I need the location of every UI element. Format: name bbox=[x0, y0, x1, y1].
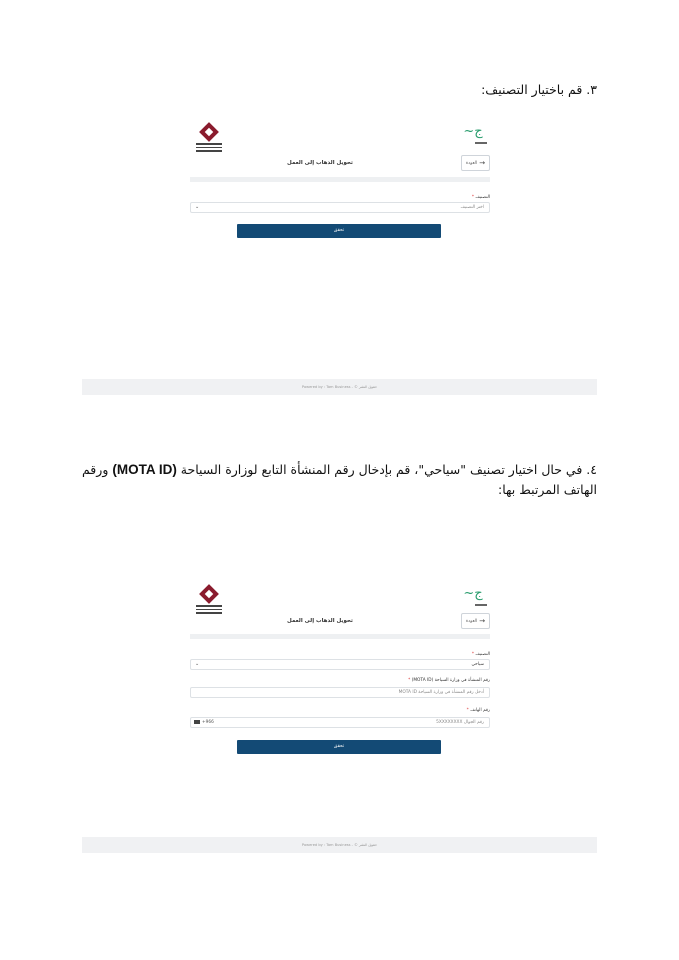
submit-button[interactable]: تحقق bbox=[237, 740, 441, 754]
page-header bbox=[190, 611, 490, 631]
page-header bbox=[190, 153, 490, 173]
step-4-instruction bbox=[82, 460, 597, 500]
back-label: العودة bbox=[465, 618, 478, 624]
app-logo: ~ج bbox=[457, 125, 489, 147]
back-button[interactable] bbox=[461, 613, 490, 629]
page-footer: Powered by : Tam Business - © حقوق النشر bbox=[82, 379, 597, 395]
classification-value: سياحي bbox=[471, 662, 484, 667]
submit-button[interactable]: تحقق bbox=[237, 224, 441, 238]
page-title: تحويل الذهاب إلى العمل bbox=[287, 160, 353, 166]
step-3-text: ٣. قم باختيار التصنيف: bbox=[481, 82, 597, 97]
arrow-right-icon: → bbox=[479, 617, 486, 625]
step-4-text-end: ورقم الهاتف المرتبط بها: bbox=[81, 462, 597, 497]
screenshot-classification-step bbox=[82, 115, 597, 395]
screenshot-mota-step bbox=[82, 577, 597, 853]
page-title: تحويل الذهاب إلى العمل bbox=[287, 618, 353, 624]
back-label: العودة bbox=[465, 160, 478, 166]
emblem-icon bbox=[199, 584, 219, 604]
phone-label: رقم الهاتف * bbox=[466, 708, 490, 713]
ministry-logo bbox=[192, 123, 226, 153]
mota-id-label: رقم المنشأة في وزارة السياحة (MOTA ID) * bbox=[408, 678, 490, 683]
divider-bar bbox=[190, 177, 490, 182]
app-logo: ~ج bbox=[457, 587, 489, 609]
mota-id-term: (MOTA ID) bbox=[112, 462, 177, 477]
step-4-text: ٤. في حال اختيار تصنيف "سياحي"، قم بإدخال رقم المنشأة التابع لوزارة السياحة bbox=[176, 462, 597, 477]
classification-placeholder: اختر التصنيف bbox=[460, 205, 484, 210]
chevron-down-icon: ⌄ bbox=[195, 204, 200, 210]
classification-label: التصنيف * bbox=[471, 652, 490, 657]
page-footer: Powered by : Tam Business - © حقوق النشر bbox=[82, 837, 597, 853]
classification-select[interactable] bbox=[190, 659, 490, 670]
back-button[interactable] bbox=[461, 155, 490, 171]
phone-placeholder: رقم الجوال 5XXXXXXXX bbox=[436, 720, 484, 725]
phone-country-code: +966 bbox=[202, 720, 214, 725]
mota-id-placeholder: أدخل رقم المنشأة في وزارة السياحة MOTA ID bbox=[398, 690, 484, 695]
flag-icon bbox=[194, 720, 200, 724]
divider-bar bbox=[190, 634, 490, 639]
classification-select[interactable] bbox=[190, 202, 490, 213]
mota-id-input[interactable] bbox=[190, 687, 490, 698]
emblem-icon bbox=[199, 122, 219, 142]
phone-input[interactable] bbox=[190, 717, 490, 728]
classification-label: التصنيف * bbox=[471, 195, 490, 200]
arrow-right-icon: → bbox=[479, 159, 486, 167]
chevron-down-icon: ⌄ bbox=[195, 661, 200, 667]
step-3-instruction bbox=[77, 80, 597, 100]
